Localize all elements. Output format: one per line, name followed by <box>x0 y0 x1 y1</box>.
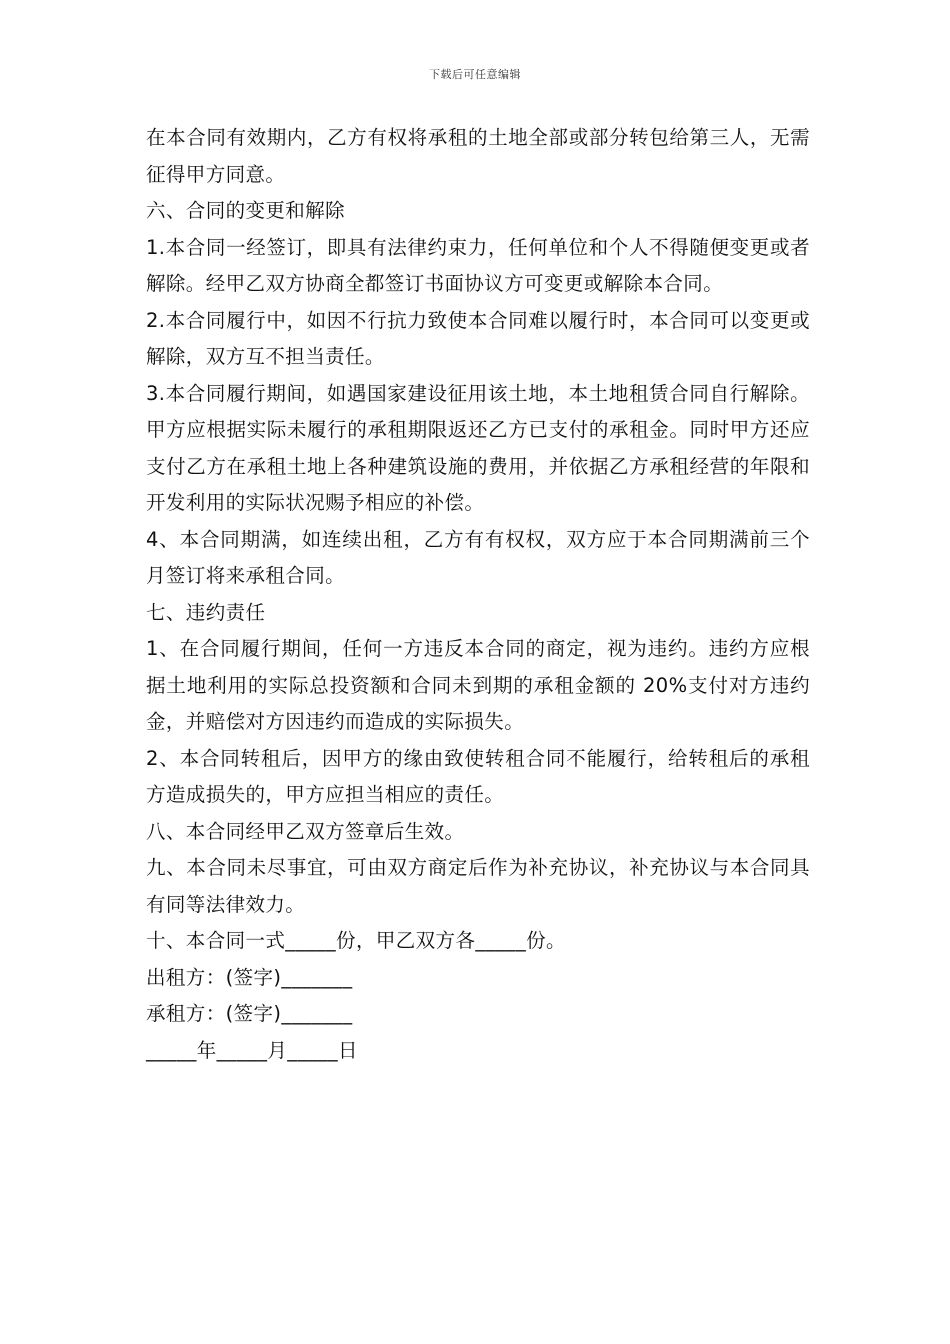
section-heading-liability: 七、违约责任 <box>146 600 266 624</box>
lessee-signature-line: 承租方：(签字)_______ <box>146 1002 353 1025</box>
clause-6-1: 1.本合同一经签订，即具有法律约束力，任何单位和个人不得随便变更或者解除。经甲乙双方协商全都签订书面协议方可变更或解除本合同。 <box>146 235 810 295</box>
clause-7-2: 2、本合同转租后，因甲方的缘由致使转租合同不能履行，给转租后的承租方造成损失的，甲方应担当相应的责任。 <box>146 746 810 806</box>
clause-6-2: 2.本合同履行中，如因不行抗力致使本合同难以履行时，本合同可以变更或解除，双方互不担当责任。 <box>146 308 810 368</box>
section-effectiveness: 八、本合同经甲乙双方签章后生效。 <box>146 819 465 843</box>
clause-6-3: 3.本合同履行期间，如遇国家建设征用该土地，本土地租赁合同自行解除。甲方应根据实际未履行的承租期限返还乙方已支付的承租金。同时甲方还应支付乙方在承租土地上各种建筑设施的费用，并依据乙方承租经营的年限和开发利用的实际状况赐予相应的补偿。 <box>146 381 810 514</box>
section-supplementary: 九、本合同未尽事宜，可由双方商定后作为补充协议，补充协议与本合同具有同等法律效力。 <box>146 856 810 916</box>
clause-6-4: 4、本合同期满，如连续出租，乙方有有权权，双方应于本合同期满前三个月签订将来承租合同。 <box>146 527 810 587</box>
paragraph-sublease-right: 在本合同有效期内，乙方有权将承租的土地全部或部分转包给第三人，无需征得甲方同意。 <box>146 126 810 186</box>
header-note: 下载后可任意编辑 <box>429 68 521 81</box>
section-copies: 十、本合同一式_____份，甲乙双方各_____份。 <box>146 929 566 952</box>
clause-7-1: 1、在合同履行期间，任何一方违反本合同的商定，视为违约。违约方应根据土地利用的实际总投资额和合同未到期的承租金额的 20%支付对方违约金，并赔偿对方因违约而造成的实际损失。 <box>146 637 810 733</box>
date-line: _____年_____月_____日 <box>146 1038 358 1062</box>
document-body <box>146 120 810 1069</box>
section-heading-change-termination: 六、合同的变更和解除 <box>146 199 346 222</box>
lessor-signature-line: 出租方：(签字)_______ <box>146 965 353 989</box>
